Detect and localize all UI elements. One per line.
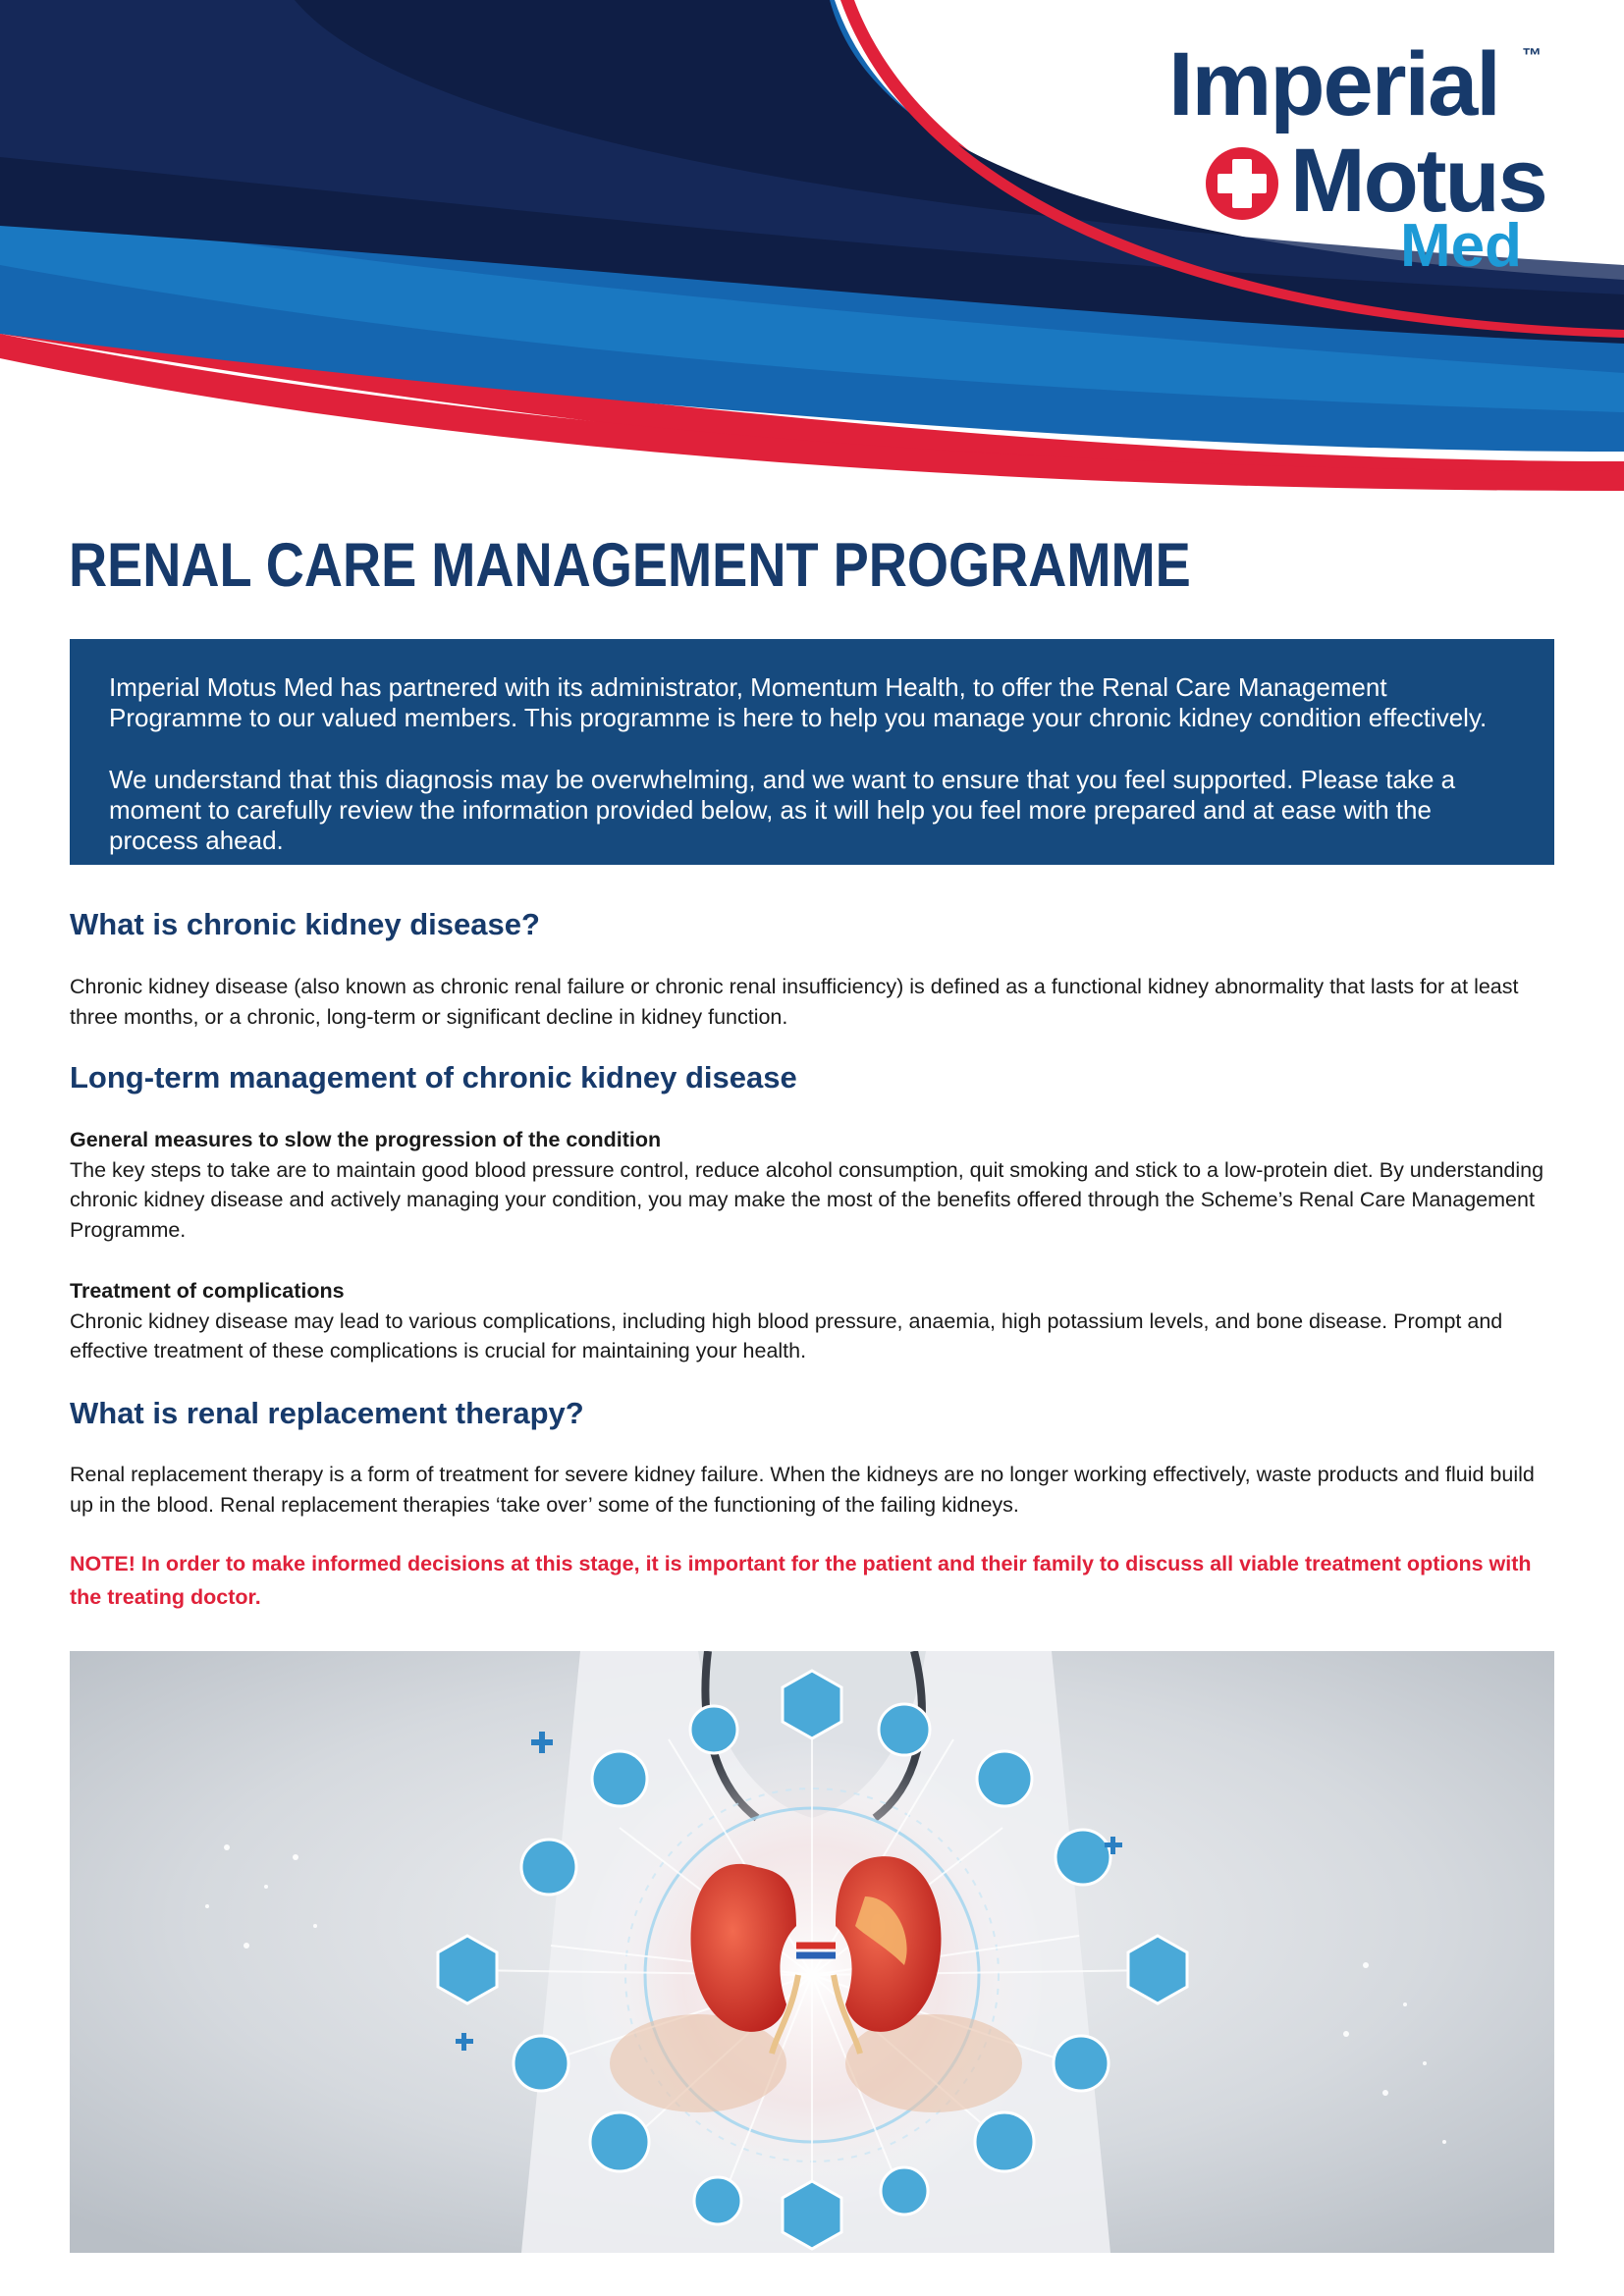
nurse-icon xyxy=(438,1936,497,2003)
section-heading: What is renal replacement therapy? xyxy=(70,1396,584,1430)
section-heading: What is chronic kidney disease? xyxy=(70,907,540,941)
doctor-icon xyxy=(879,1704,930,1755)
section-ckd-body xyxy=(70,972,1554,1032)
vials-icon xyxy=(521,1840,576,1895)
intro-paragraph: We understand that this diagnosis may be overwhelming, and we want to ensure that you feel supported. Please take a moment to carefully review the information provided below, as it will help you feel more prepared and at ease with the process ahead. xyxy=(109,765,1456,855)
hospital-icon xyxy=(690,1706,737,1753)
body-paragraph: Chronic kidney disease (also known as chronic renal failure or chronic renal insufficiency) is defined as a functional kidney abnormality that lasts for at least three months, or a chronic, long-term or significant decline in kidney function. xyxy=(70,975,1519,1029)
logo-imperial-text: Imperial xyxy=(1168,34,1499,134)
heart-icon xyxy=(590,2112,649,2171)
section-ckd xyxy=(70,907,1554,942)
section-management-complications xyxy=(70,1276,1554,1366)
hero-kidney-illustration xyxy=(70,1651,1554,2253)
section-heading: Long-term management of chronic kidney disease xyxy=(70,1060,797,1095)
intro-box xyxy=(70,639,1554,865)
section-management xyxy=(70,1060,1554,1095)
subsection-heading: Treatment of complications xyxy=(70,1279,345,1303)
ambulance-icon xyxy=(783,1671,841,1738)
section-management-general xyxy=(70,1125,1554,1245)
section-rrt-body xyxy=(70,1460,1554,1520)
note-text: NOTE! In order to make informed decisions at this stage, it is important for the patient and their family to discuss all viable treatment options with the treating doctor. xyxy=(70,1552,1532,1609)
body-paragraph: Renal replacement therapy is a form of treatment for severe kidney failure. When the kidneys are no longer working effectively, waste products and fluid build up in the blood. Renal replacement therapies ‘take over’ some of the functioning of the failing kidneys. xyxy=(70,1463,1535,1517)
logo-med-text: Med xyxy=(1400,212,1522,280)
body-paragraph: Chronic kidney disease may lead to various complications, including high blood pressure, anaemia, high potassium levels, and bone disease. Prompt and effective treatment of these complications is crucial for maintaining your health. xyxy=(70,1308,1503,1362)
medical-cross-icon xyxy=(1204,145,1280,222)
page-title: RENAL CARE MANAGEMENT PROGRAMME xyxy=(69,531,1191,600)
subsection-heading: General measures to slow the progression of the condition xyxy=(70,1128,662,1151)
logo-motus-text: Motus xyxy=(1290,131,1546,231)
section-rrt-note xyxy=(70,1547,1554,1614)
body-paragraph: The key steps to take are to maintain good blood pressure control, reduce alcohol consumption, quit smoking and stick to a low-protein diet. By understanding chronic kidney disease and actively managing your condition, you may make the most of the benefits offered through the Scheme’s Renal Care Management Programme. xyxy=(70,1157,1544,1242)
atom-icon xyxy=(783,2181,841,2249)
flask-icon xyxy=(1128,1936,1187,2003)
pill-icon xyxy=(881,2167,928,2215)
clipboard-icon xyxy=(514,2036,568,2091)
test-tubes-icon xyxy=(1054,2036,1109,2091)
wheelchair-icon xyxy=(1056,1830,1110,1885)
section-rrt xyxy=(70,1396,1554,1431)
intro-paragraph: Imperial Motus Med has partnered with its administrator, Momentum Health, to offer the Renal Care Management Programme to our valued members. This programme is here to help you manage your chronic kidney condition effectively. xyxy=(109,672,1488,732)
drop-icon xyxy=(694,2177,741,2224)
syringe-icon xyxy=(977,1751,1032,1806)
logo-trademark: ™ xyxy=(1522,45,1542,67)
city-hospital-icon xyxy=(975,2112,1034,2171)
imperial-motus-med-logo xyxy=(1168,34,1561,285)
first-aid-kit-icon xyxy=(592,1751,647,1806)
